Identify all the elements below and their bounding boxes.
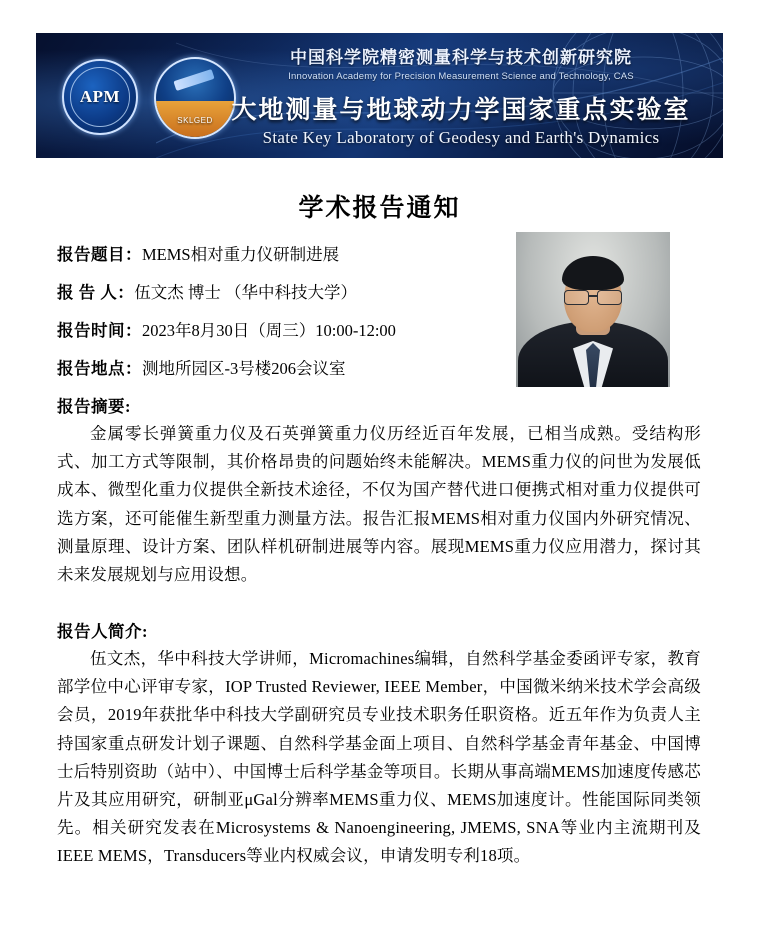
info-row-topic xyxy=(57,236,527,274)
info-value-time: 2023年8月30日（周三）10:00-12:00 xyxy=(142,321,396,340)
glasses-icon xyxy=(564,290,622,304)
abstract-heading: 报告摘要: xyxy=(57,397,131,416)
speaker-bio-paragraph: 伍文杰，华中科技大学讲师，Micromachines编辑，自然科学基金委函评专家，教育部学位中心评审专家，IOP Trusted Reviewer, IEEE Member，中国微米纳米技术学会高级会员，2019年获批华中科技大学副研究员专业技术职务任职资格。近五年作为负责人主持国家重点研发计划子课题、自然科学基金面上项目、自然科学基金青年基金、中国博士后特别资助（站中）、中国博士后科学基金等项目。长期从事高端MEMS加速度传感芯片及其应用研究，研制亚μGal分辨率MEMS重力仪、MEMS加速度计。性能国际同类领先。相关研究发表在Microsystems & Nanoengineering, JMEMS, SNA等业内主流期刊及IEEE MEMS，Transducers等业内权威会议，申请发明专利18项。 xyxy=(57,649,701,866)
institute-name-en: Innovation Academy for Precision Measurement Science and Technology, CAS xyxy=(288,71,634,82)
speaker-bio-heading: 报告人简介: xyxy=(57,622,148,641)
info-label-location: 报告地点： xyxy=(57,359,142,378)
info-value-speaker: 伍文杰 博士 （华中科技大学） xyxy=(134,283,357,302)
apm-logo-icon xyxy=(62,59,138,135)
page-title: 学术报告通知 xyxy=(298,195,461,222)
apm-logo-ring xyxy=(70,67,130,127)
lab-name-cn: 大地测量与地球动力学国家重点实验室 xyxy=(231,97,691,124)
banner-text-block xyxy=(206,39,716,148)
lab-name-en: State Key Laboratory of Geodesy and Earth's Dynamics xyxy=(262,128,660,147)
info-label-speaker: 报 告 人： xyxy=(57,283,135,302)
lab-banner xyxy=(36,33,723,158)
abstract-paragraph: 金属零长弹簧重力仪及石英弹簧重力仪历经近百年发展，已相当成熟。受结构形式、加工方式等限制，其价格昂贵的问题始终未能解决。MEMS重力仪的问世为发展低成本、微型化重力仪提供全新技术途径，不仅为国产替代进口便携式相对重力仪提供可选方案，还可能催生新型重力测量方法。报告汇报MEMS相对重力仪国内外研究情况、测量原理、设计方案、团队样机研制进展等内容。展现MEMS重力仪应用潜力，探讨其未来发展规划与应用设想。 xyxy=(57,424,701,585)
sklged-logo-text: SKLGED xyxy=(177,116,213,125)
info-value-location: 测地所园区-3号楼206会议室 xyxy=(142,359,346,378)
info-value-topic: MEMS相对重力仪研制进展 xyxy=(142,245,340,264)
glasses-left-lens xyxy=(564,290,589,305)
info-row-time xyxy=(57,312,527,350)
info-label-time: 报告时间： xyxy=(57,321,142,340)
info-row-speaker xyxy=(57,274,527,312)
info-row-location xyxy=(57,350,527,388)
speaker-photo xyxy=(516,232,670,387)
info-label-topic: 报告题目： xyxy=(57,245,142,264)
apm-logo-text: APM xyxy=(79,87,121,106)
institute-name-cn: 中国科学院精密测量科学与技术创新研究院 xyxy=(290,48,632,67)
glasses-right-lens xyxy=(597,290,622,305)
talk-info-list xyxy=(57,236,527,388)
